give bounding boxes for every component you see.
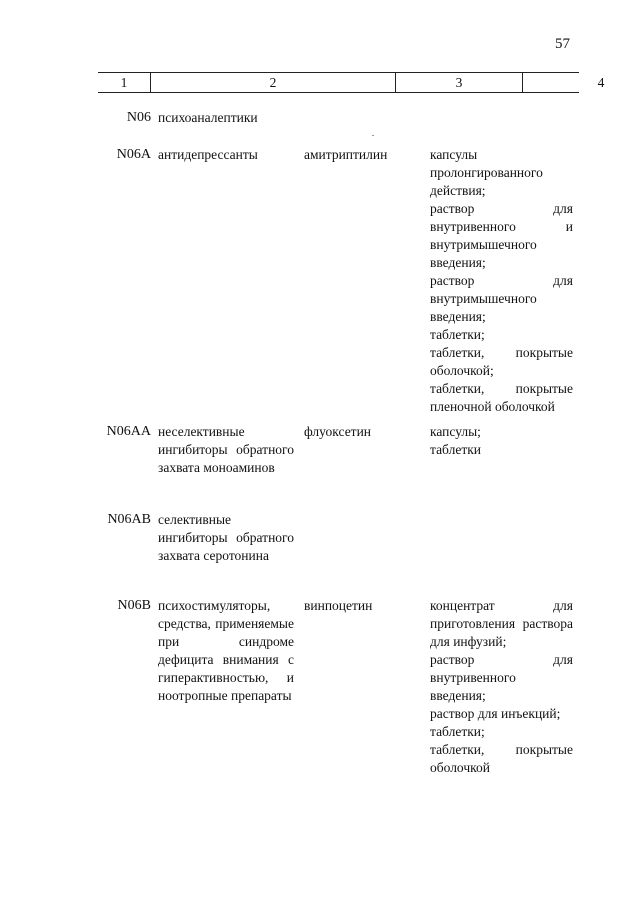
dosage-forms	[430, 146, 573, 416]
scan-speck	[372, 135, 374, 136]
pharmacological-group: антидепрессанты	[158, 147, 258, 162]
dosage-form: таблетки, покрытые оболочкой	[430, 742, 573, 775]
dosage-form: таблетки, покрытые пленочной оболочкой	[430, 381, 573, 414]
dosage-form: раствор для инъекций;	[430, 706, 561, 721]
drug-name: амитриптилин	[304, 147, 388, 162]
pharmacological-group: психостимуляторы, средства, применяемые при синдроме дефицита внимания с гиперактивностью, и ноотропные препараты	[158, 598, 294, 703]
dosage-form: таблетки;	[430, 724, 485, 739]
dosage-form: таблетки, покрытые оболочкой;	[430, 345, 573, 378]
column-header-2: 2	[151, 73, 396, 92]
atc-code: N06A	[116, 147, 151, 162]
column-header-1: 1	[98, 73, 151, 92]
atc-code: N06AB	[107, 512, 151, 527]
drug-name: винпоцетин	[304, 598, 373, 613]
pharmacological-group: психоаналептики	[158, 110, 258, 125]
atc-code: N06B	[117, 598, 151, 613]
pharmacological-group: селективные ингибиторы обратного захвата серотонина	[158, 512, 294, 563]
dosage-form: раствор для внутримышечного введения;	[430, 273, 573, 324]
dosage-form: концентрат для приготовления раствора для инфузий;	[430, 598, 573, 649]
atc-code: N06	[126, 110, 151, 125]
dosage-form: капсулы пролонгированного действия;	[430, 147, 543, 198]
dosage-form: капсулы;	[430, 424, 481, 439]
dosage-forms	[430, 597, 573, 777]
table-header-row	[98, 72, 605, 93]
dosage-forms	[430, 423, 573, 459]
dosage-form: раствор для внутривенного и внутримышечного введения;	[430, 201, 573, 270]
column-header-3: 3	[396, 73, 523, 92]
atc-code: N06AA	[106, 424, 151, 439]
pharmacological-group: неселективные ингибиторы обратного захвата моноаминов	[158, 424, 294, 475]
dosage-form: таблетки;	[430, 327, 485, 342]
dosage-form: раствор для внутривенного введения;	[430, 652, 573, 703]
page-number: 57	[555, 36, 570, 52]
drug-name: флуоксетин	[304, 424, 372, 439]
dosage-form: таблетки	[430, 442, 482, 457]
column-header-4: 4	[597, 75, 605, 90]
